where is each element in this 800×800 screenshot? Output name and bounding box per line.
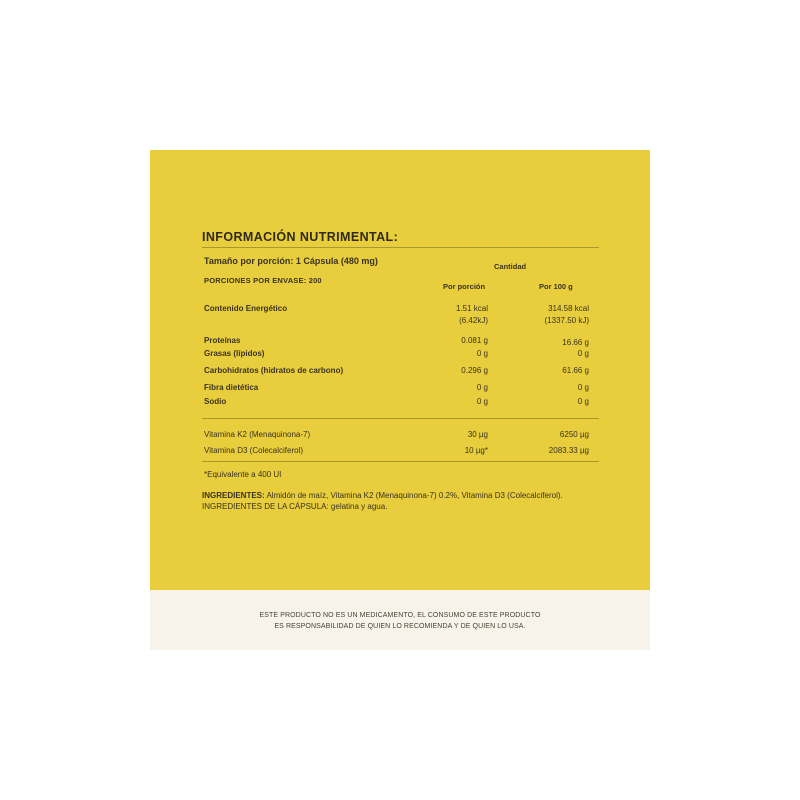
energy-per-100-kcal: 314.58 kcal [548,304,589,313]
header-per-100g: Por 100 g [539,282,573,291]
disclaimer-line-1: ESTE PRODUCTO NO ES UN MEDICAMENTO, EL CONSUMO DE ESTE PRODUCTO [259,612,541,619]
nutrient-label-sodium: Sodio [204,397,227,406]
nutrient-label-carbs: Carbohidratos (hidratos de carbono) [204,366,344,375]
nutrient-sodium-per-100: 0 g [577,397,589,406]
panel-title: INFORMACIÓN NUTRIMENTAL: [202,230,399,244]
portions-per-container: PORCIONES POR ENVASE: 200 [204,276,322,285]
vitamin-k2-per-100: 6250 µg [559,430,589,439]
nutrient-fat-per-100: 0 g [577,349,589,358]
vitamins-divider [202,461,599,462]
ingredients-label: INGREDIENTES: [202,491,265,500]
vitamin-label-d3: Vitamina D3 (Colecalciferol) [204,446,303,455]
nutrient-carbs-per-100: 61.66 g [562,366,589,375]
serving-size: Tamaño por porción: 1 Cápsula (480 mg) [204,256,378,266]
nutrient-fat-per-portion: 0 g [476,349,488,358]
nutrient-fiber-per-portion: 0 g [476,383,488,392]
energy-label: Contenido Energético [204,304,288,313]
nutrient-protein-per-100: 16.66 g [562,338,589,347]
footnote: *Equivalente a 400 UI [204,470,282,479]
disclaimer-footer [150,590,650,650]
nutrient-label-protein: Proteínas [204,336,241,345]
disclaimer-line-2: ES RESPONSABILIDAD DE QUIEN LO RECOMIENDA Y DE QUIEN LO USA. [274,623,526,630]
ingredients [202,490,602,512]
vitamin-d3-per-100: 2083.33 µg [548,446,589,455]
energy-per-100-kj: (1337.50 kJ) [544,316,589,325]
nutrient-sodium-per-portion: 0 g [476,397,488,406]
energy-per-portion-kj: (6.42kJ) [459,316,488,325]
vitamin-k2-per-portion: 30 µg [467,430,488,439]
nutrients-divider [202,418,599,419]
nutrient-protein-per-portion: 0.081 g [461,336,488,345]
nutrient-label-fat: Grasas (lípidos) [204,349,265,358]
nutrient-label-fiber: Fibra dietética [204,383,259,392]
ingredients-text: Almidón de maíz, Vitamina K2 (Menaquinona-7) 0.2%, Vitamina D3 (Colecalciferol). INGREDIENTES DE LA CÁPSULA: gelatina y agua. [202,491,563,511]
vitamin-d3-per-portion: 10 µg* [464,446,488,455]
nutrient-fiber-per-100: 0 g [577,383,589,392]
vitamin-label-k2: Vitamina K2 (Menaquinona-7) [204,430,311,439]
header-cantidad: Cantidad [494,262,527,271]
disclaimer-text [150,610,650,632]
nutrient-carbs-per-portion: 0.296 g [461,366,488,375]
nutrition-panel [150,150,650,590]
header-per-portion: Por porción [443,282,486,291]
energy-per-portion-kcal: 1.51 kcal [455,304,488,313]
title-divider [202,247,599,248]
